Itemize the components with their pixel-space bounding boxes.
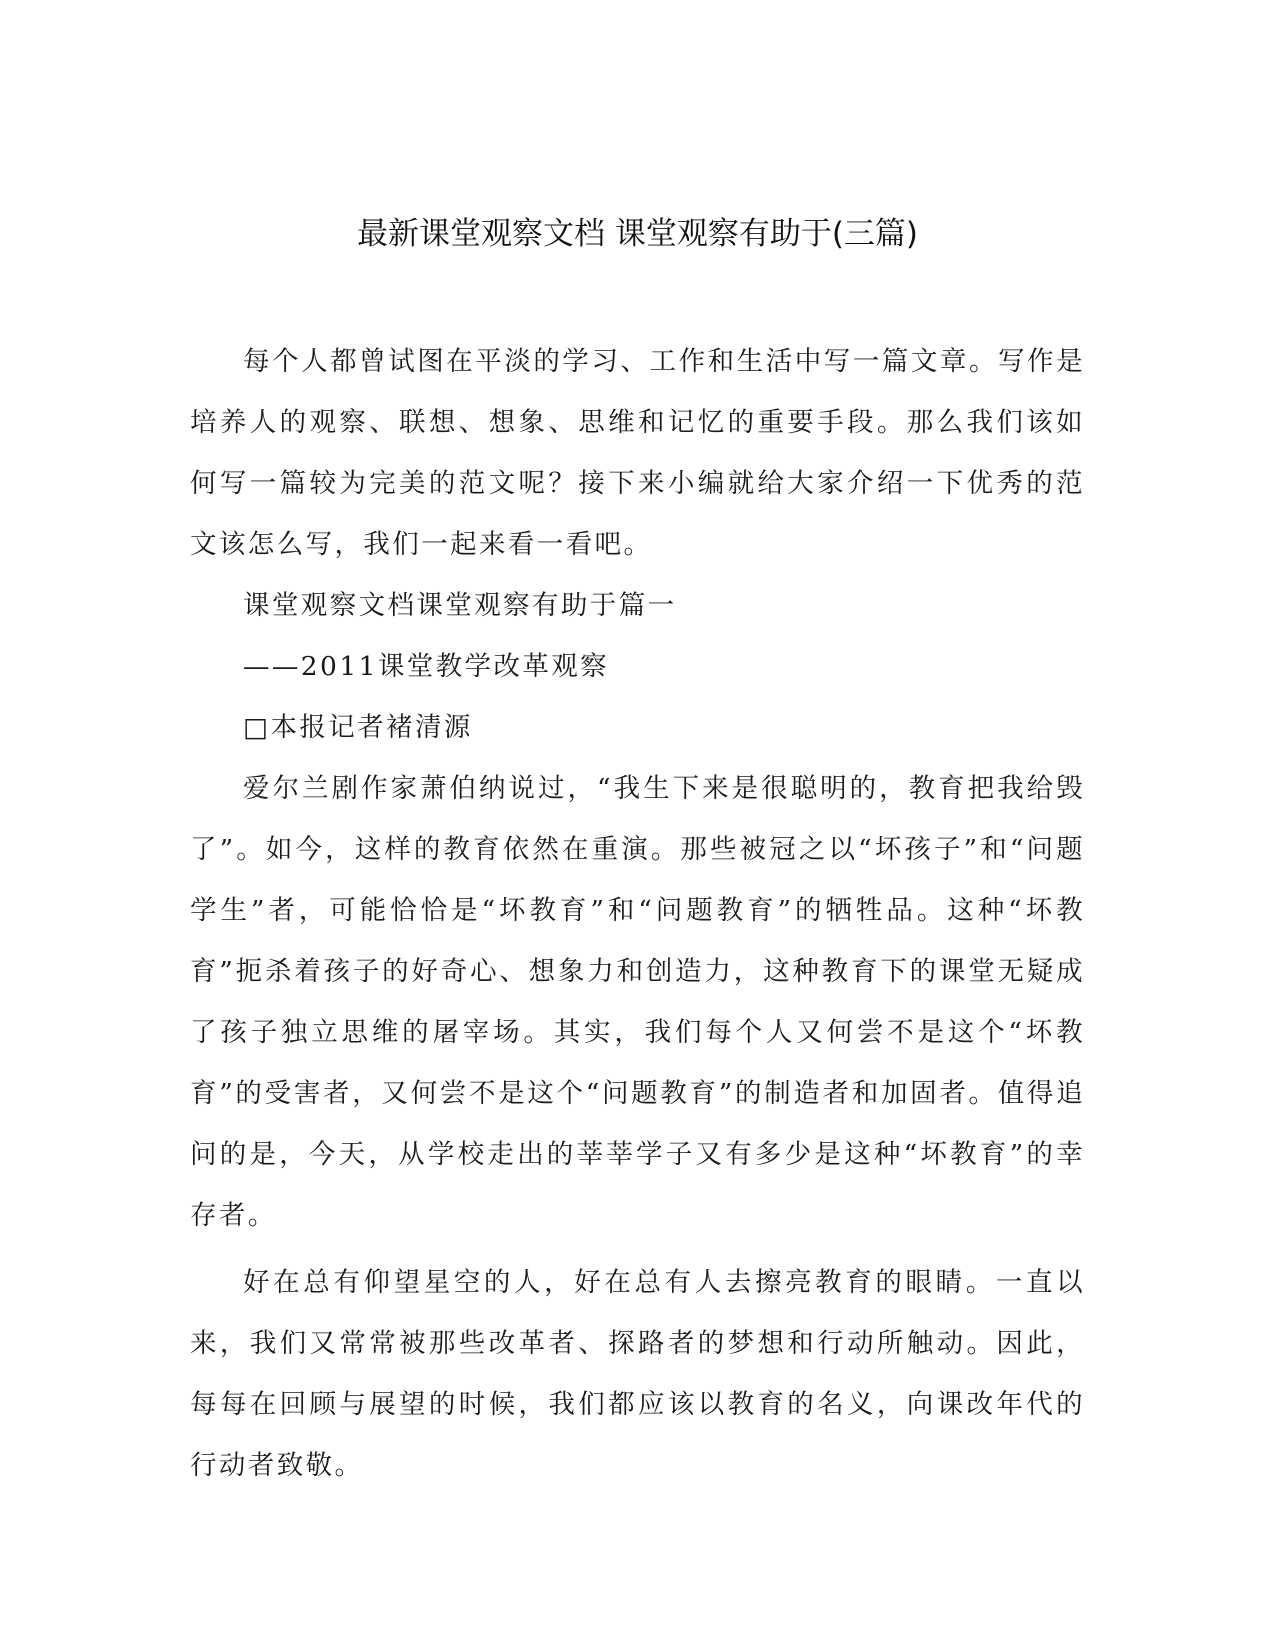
section-subtitle: ——2011课堂教学改革观察 [243, 651, 610, 682]
document-title: 最新课堂观察文档 课堂观察有助于(三篇) [356, 216, 919, 252]
intro-paragraph: 每个人都曾试图在平淡的学习、工作和生活中写一篇文章。写作是培养人的观察、联想、想象、思维和记忆的重要手段。那么我们该如何写一篇较为完美的范文呢？接下来小编就给大家介绍一下优秀的范文该怎么写，我们一起来看一看吧。 [190, 346, 1085, 560]
body-paragraph: 好在总有仰望星空的人，好在总有人去擦亮教育的眼睛。一直以来，我们又常常被那些改革者、探路者的梦想和行动所触动。因此，每每在回顾与展望的时候，我们都应该以教育的名义，向课改年代的行动者致敬。 [190, 1267, 1085, 1481]
document-body [190, 331, 1085, 1496]
body-paragraph: 爱尔兰剧作家萧伯纳说过，“我生下来是很聪明的，教育把我给毁了”。如今，这样的教育依然在重演。那些被冠之以“坏孩子”和“问题学生”者，可能恰恰是“坏教育”和“问题教育”的牺牲品。这种“坏教育”扼杀着孩子的好奇心、想象力和创造力，这种教育下的课堂无疑成了孩子独立思维的屠宰场。其实，我们每个人又何尝不是这个“坏教育”的受害者，又何尝不是这个“问题教育”的制造者和加固者。值得追问的是，今天，从学校走出的莘莘学子又有多少是这种“坏教育”的幸存者。 [190, 773, 1085, 1231]
section-heading: 课堂观察文档课堂观察有助于篇一 [243, 590, 677, 621]
reporter-byline: □本报记者褚清源 [243, 712, 473, 743]
